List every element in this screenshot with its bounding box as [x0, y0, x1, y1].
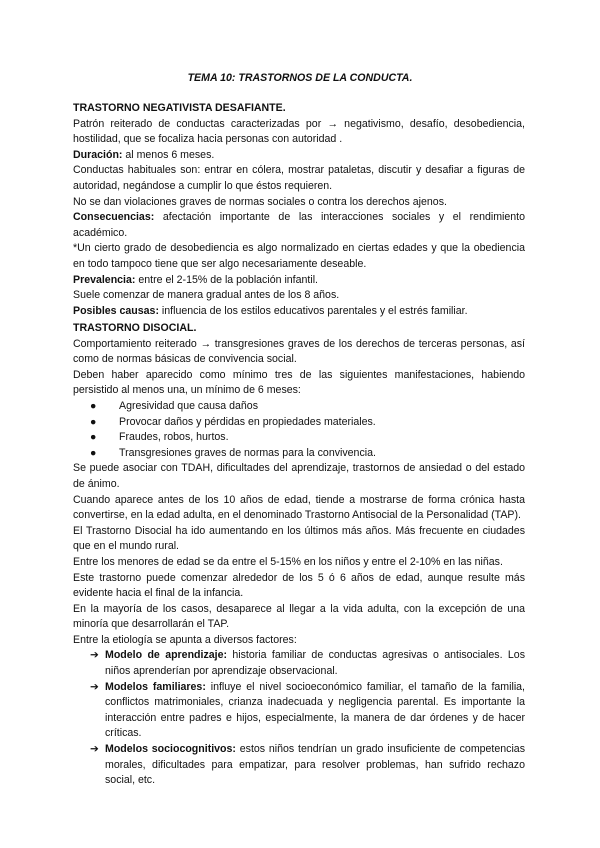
paragraph-patron: Patrón reiterado de conductas caracterizadas por → negativismo, desafío, desobediencia, hostilidad, que se focaliza hacia personas con autoridad .: [73, 117, 525, 146]
label-consecuencias: Consecuencias:: [73, 211, 155, 224]
section-heading-negativista: TRASTORNO NEGATIVISTA DESAFIANTE.: [73, 102, 286, 114]
paragraph-consecuencias: [73, 210, 525, 241]
document-title: TEMA 10: TRASTORNOS DE LA CONDUCTA.: [187, 72, 413, 84]
paragraph-vida-adulta: En la mayoría de los casos, desaparece al llegar a la vida adulta, con la excepción de una minoría que desarrollarán el TAP.: [73, 602, 525, 631]
paragraph-duracion: [73, 148, 525, 164]
list-item-text: Fraudes, robos, hurtos.: [119, 431, 229, 444]
paragraph-comportamiento: Comportamiento reiterado → transgresiones graves de los derechos de terceras personas, así como de normas básicas de convivencia social.: [73, 337, 525, 366]
bullet-icon: ●: [90, 431, 97, 444]
bullet-icon: ●: [90, 399, 97, 412]
arrow-right-icon: ➔: [90, 743, 99, 756]
list-item: [73, 648, 525, 679]
paragraph-etiologia: Entre la etiología se apunta a diversos factores:: [73, 633, 297, 646]
factor-text: historia familiar de conductas agresivas o antisociales. Los niños aprenderían por aprendizaje observacional.: [105, 649, 525, 678]
section-negativista: [73, 101, 525, 319]
text-causas: influencia de los estilos educativos parentales y el estrés familiar.: [158, 304, 468, 317]
paragraph-tdah: Se puede asociar con TDAH, dificultades del aprendizaje, trastornos de ansiedad o del estado de ánimo.: [73, 462, 525, 490]
label-prevalencia: Prevalencia:: [73, 273, 136, 286]
paragraph-menores: Entre los menores de edad se da entre el 5-15% en los niños y entre el 2-10% en las niñas.: [73, 555, 503, 568]
arrow-right-icon: ➔: [90, 649, 99, 662]
text-duracion: al menos 6 meses.: [122, 148, 215, 161]
manifestaciones-list: [73, 399, 525, 461]
list-item: [73, 742, 525, 789]
paragraph-prevalencia: [73, 273, 525, 289]
paragraph-edad-comienzo: Este trastorno puede comenzar alrededor de los 5 ó 6 años de edad, aunque resulte más evidente hacia el final de la infancia.: [73, 571, 525, 600]
factor-text: estos niños tendrían un grado insuficiente de competencias morales, dificultades para empatizar, para resolver problemas, han sufrido rechazo social, etc.: [105, 743, 525, 787]
paragraph-tap: Cuando aparece antes de los 10 años de edad, tiende a mostrarse de forma crónica hasta convertirse, en la edad adulta, en el denominado Trastorno Antisocial de la Personalidad (TAP).: [73, 493, 525, 522]
list-item-text: Provocar daños y pérdidas en propiedades materiales.: [119, 415, 376, 428]
factores-list: [73, 648, 525, 788]
list-item: [73, 446, 525, 462]
paragraph-aumento: El Trastorno Disocial ha ido aumentando en los últimos más años. Más frecuente en ciudades que en el mundo rural.: [73, 524, 525, 553]
paragraph-causas: [73, 304, 525, 320]
text-consecuencias: afectación importante de las interacciones sociales y el rendimiento académico.: [73, 211, 525, 239]
paragraph-conductas: Conductas habituales son: entrar en cólera, mostrar pataletas, discutir y desafiar a figuras de autoridad, negándose a cumplir lo que éstos requieren.: [73, 164, 525, 192]
section-heading-disocial: TRASTORNO DISOCIAL.: [73, 322, 197, 334]
list-item: [73, 399, 525, 415]
paragraph-desobediencia: *Un cierto grado de desobediencia es algo normalizado en ciertas edades y que la obediencia en todo tampoco tiene que ser algo necesariamente deseable.: [73, 242, 525, 270]
factor-text: influye el nivel socioeconómico familiar, el tamaño de la familia, conflictos matrimoniales, crianza inadecuada y negligencia parental. Es importante la interacción entre padres e hijos, especialmente, la manera de dar órdenes y de hacer críticas.: [105, 680, 526, 740]
text-prevalencia: entre el 2-15% de la población infantil.: [135, 273, 319, 286]
arrow-right-icon: ➔: [90, 680, 99, 693]
bullet-icon: ●: [90, 446, 97, 459]
list-item: [73, 415, 525, 431]
list-item: [73, 680, 525, 742]
factor-label: Modelos familiares:: [105, 680, 206, 693]
list-item-text: Agresividad que causa daños: [119, 399, 258, 412]
section-disocial: [73, 321, 525, 789]
paragraph-violaciones: No se dan violaciones graves de normas sociales o contra los derechos ajenos.: [73, 195, 447, 208]
bullet-icon: ●: [90, 415, 97, 428]
factor-label: Modelos sociocognitivos:: [105, 743, 236, 756]
paragraph-manifestaciones: Deben haber aparecido como mínimo tres de las siguientes manifestaciones, habiendo persistido al menos una, un mínimo de 6 meses:: [73, 368, 525, 397]
list-item-text: Transgresiones graves de normas para la convivencia.: [119, 446, 376, 459]
label-duracion: Duración:: [73, 148, 123, 161]
paragraph-comienzo: Suele comenzar de manera gradual antes de los 8 años.: [73, 289, 340, 302]
factor-label: Modelo de aprendizaje:: [105, 649, 228, 662]
label-causas: Posibles causas:: [73, 304, 159, 317]
list-item: [73, 430, 525, 446]
